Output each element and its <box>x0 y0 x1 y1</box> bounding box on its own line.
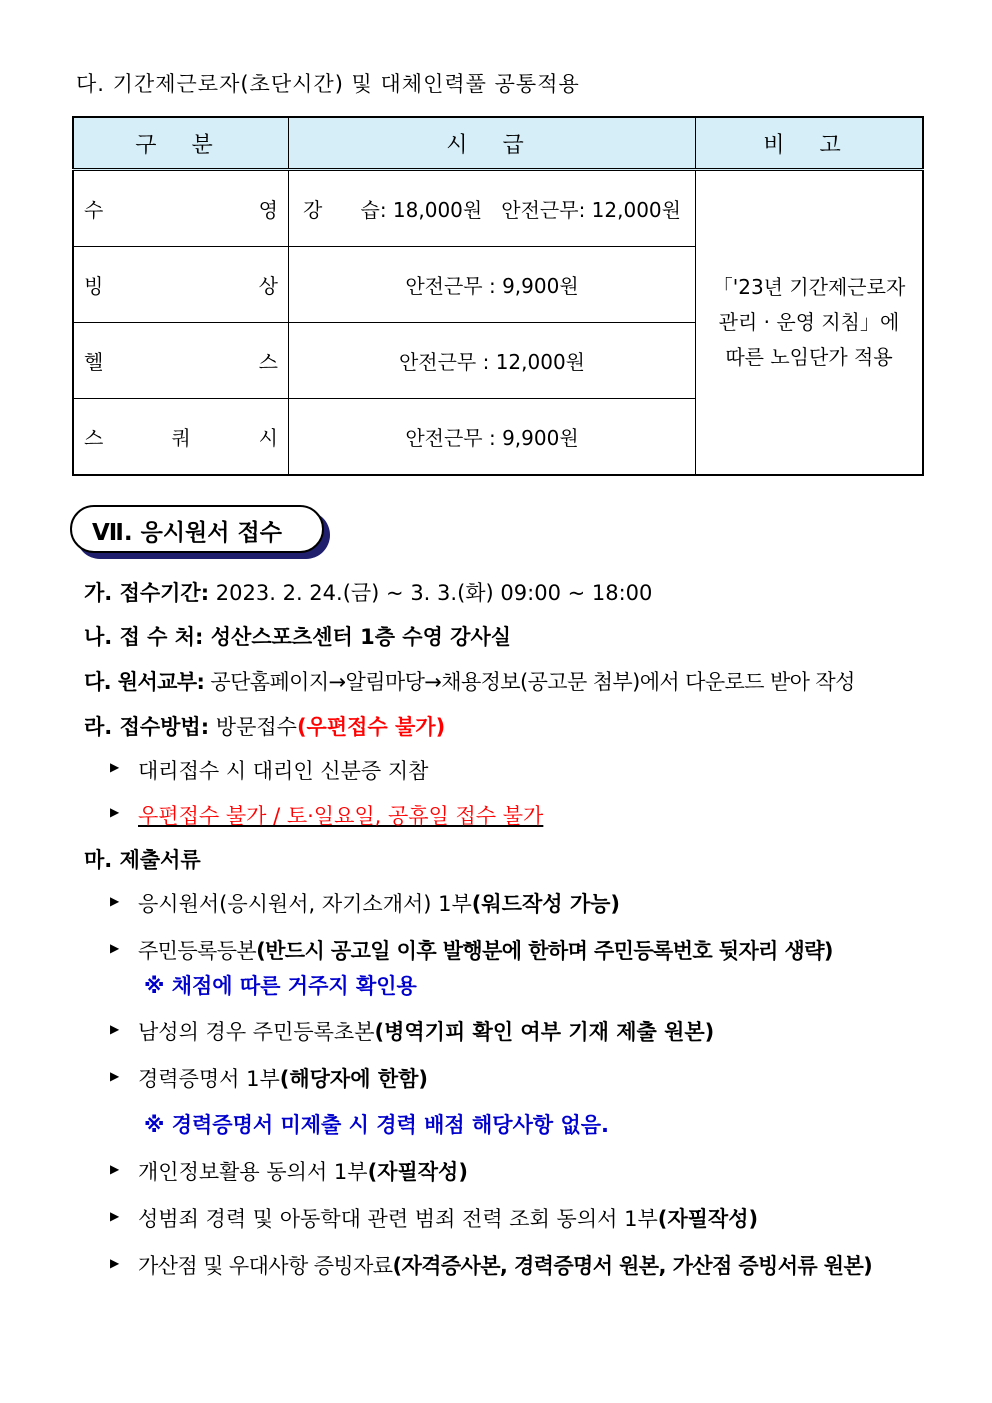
category-cell: 수 영 <box>73 170 289 247</box>
header-note: 비 고 <box>696 117 924 170</box>
note-cell: 「'23년 기간제근로자 관리 · 운영 지침」에 따른 노임단가 적용 <box>696 170 924 476</box>
place-line: 나. 접 수 처: 성산스포츠센터 1층 수영 강사실 <box>84 625 512 649</box>
triangle-bullet-icon: ▶ <box>110 894 120 908</box>
table-header-row <box>73 117 923 170</box>
header-category: 구 분 <box>73 117 289 170</box>
doc-item: 남성의 경우 주민등록초본(병역기피 확인 여부 기재 제출 원본) <box>138 1020 715 1044</box>
triangle-bullet-icon: ▶ <box>110 941 120 955</box>
doc-item: 경력증명서 1부(해당자에 한함) <box>138 1067 428 1091</box>
period-line: 가. 접수기간: 2023. 2. 24.(금) ~ 3. 3.(화) 09:00 ~ 18:00 <box>84 581 653 605</box>
section-7-heading: Ⅶ. 응시원서 접수 <box>70 505 324 553</box>
category-cell: 스 쿼 시 <box>73 399 289 476</box>
triangle-bullet-icon: ▶ <box>110 1209 120 1223</box>
residence-note: ※ 채점에 따른 거주지 확인용 <box>144 974 417 998</box>
table-row <box>73 170 923 247</box>
no-mail-note: 우편접수 불가 / 토·일요일, 공휴일 접수 불가 <box>138 804 544 828</box>
rate-cell: 안전근무 : 9,900원 <box>289 247 696 323</box>
proxy-note: 대리접수 시 대리인 신분증 지참 <box>138 759 429 783</box>
category-cell: 빙 상 <box>73 247 289 323</box>
rate-cell: 안전근무 : 9,900원 <box>289 399 696 476</box>
doc-item: 주민등록등본(반드시 공고일 이후 발행분에 한하며 주민등록번호 뒷자리 생략) <box>138 939 833 963</box>
section-c-title: 다. 기간제근로자(초단시간) 및 대체인력풀 공통적용 <box>76 72 580 96</box>
docs-label: 마. 제출서류 <box>84 848 201 872</box>
triangle-bullet-icon: ▶ <box>110 760 120 774</box>
triangle-bullet-icon: ▶ <box>110 1022 120 1036</box>
career-note: ※ 경력증명서 미제출 시 경력 배점 해당사항 없음. <box>144 1113 610 1137</box>
rate-cell: 강 습: 18,000원 안전근무: 12,000원 <box>289 170 696 247</box>
triangle-bullet-icon: ▶ <box>110 1069 120 1083</box>
doc-item: 응시원서(응시원서, 자기소개서) 1부(워드작성 가능) <box>138 892 621 916</box>
header-rate: 시 급 <box>289 117 696 170</box>
triangle-bullet-icon: ▶ <box>110 805 120 819</box>
doc-item: 가산점 및 우대사항 증빙자료(자격증사본, 경력증명서 원본, 가산점 증빙서류 원본) <box>138 1254 873 1278</box>
triangle-bullet-icon: ▶ <box>110 1162 120 1176</box>
method-line: 라. 접수방법: 방문접수(우편접수 불가) <box>84 715 446 739</box>
triangle-bullet-icon: ▶ <box>110 1256 120 1270</box>
hourly-pay-table <box>72 116 924 476</box>
form-line: 다. 원서교부: 공단홈페이지→알림마당→채용정보(공고문 첨부)에서 다운로드 받아 작성 <box>84 670 855 694</box>
category-cell: 헬 스 <box>73 323 289 399</box>
doc-item: 개인정보활용 동의서 1부(자필작성) <box>138 1160 468 1184</box>
doc-item: 성범죄 경력 및 아동학대 관련 범죄 전력 조회 동의서 1부(자필작성) <box>138 1207 759 1231</box>
rate-cell: 안전근무 : 12,000원 <box>289 323 696 399</box>
